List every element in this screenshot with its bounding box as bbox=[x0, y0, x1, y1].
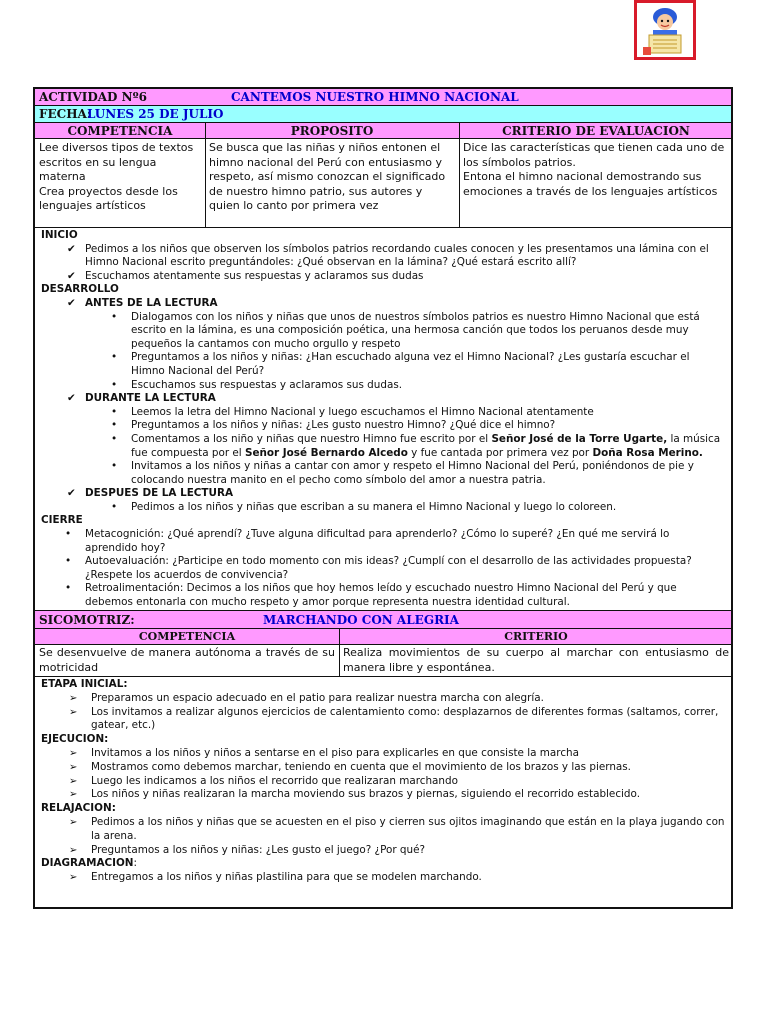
list-item: • Pedimos a los niños y niñas que escriban a su manera el Himno Nacional y luego lo coloreen. bbox=[111, 500, 617, 513]
antes-heading: ✔ ANTES DE LA LECTURA bbox=[67, 296, 218, 309]
activity-title-row bbox=[35, 89, 731, 106]
checkmark-icon: ✔ bbox=[67, 296, 76, 309]
sico-header-criterio: CRITERIO bbox=[504, 630, 568, 643]
despues-list bbox=[41, 501, 725, 515]
list-item: ➢ Mostramos como debemos marchar, teniendo en cuenta que el movimiento de los brazos y las piernas. bbox=[69, 760, 631, 773]
arrow-bullet-icon: ➢ bbox=[69, 789, 78, 801]
arrow-bullet-icon: ➢ bbox=[69, 872, 78, 884]
ejecucion-title: EJECUCION: bbox=[41, 733, 109, 746]
list-item: ➢ Entregamos a los niños y niñas plastilina para que se modelen marchando. bbox=[69, 871, 482, 884]
fecha-label: FECHA: bbox=[39, 107, 92, 121]
checkmark-icon: ✔ bbox=[67, 392, 76, 405]
list-item: ➢ Luego les indicamos a los niños el recorrido que realizaran marchando bbox=[69, 774, 458, 787]
bullet-icon: • bbox=[65, 582, 72, 595]
proposito-text: Se busca que las niñas y niños entonen el himno nacional del Perú con entusiasmo y respeto, así mismo conozcan el significado de nuestro himno patrio, sus autores y quien lo canto por primera vez bbox=[209, 141, 446, 212]
list-item: ➢ Los invitamos a realizar algunos ejercicios de calentamiento como: desplazarnos de diferentes formas (saltamos, correr, gatear, etc.) bbox=[69, 705, 719, 732]
bullet-icon: • bbox=[111, 419, 118, 432]
etapa-inicial-title: ETAPA INICIAL: bbox=[41, 678, 128, 690]
child-with-book-logo bbox=[634, 0, 696, 60]
sequence-section bbox=[35, 228, 731, 611]
bullet-icon: • bbox=[111, 432, 118, 445]
list-item: ➢ Preguntamos a los niños y niñas: ¿Les gusto el juego? ¿Por qué? bbox=[69, 843, 425, 856]
bullet-icon: • bbox=[65, 528, 72, 541]
competencia-text: Lee diversos tipos de textos escritos en su lengua materna Crea proyectos desde los lenguajes artísticos bbox=[39, 141, 194, 212]
psychomotor-section bbox=[35, 678, 731, 885]
list-item: ✔ Escuchamos atentamente sus respuestas y aclaramos sus dudas bbox=[67, 269, 424, 282]
relajacion-title: RELAJACION: bbox=[41, 802, 116, 815]
list-item: • Escuchamos sus respuestas y aclaramos sus dudas. bbox=[111, 378, 403, 391]
table1-content-row bbox=[35, 139, 731, 228]
durante-heading: ✔ DURANTE LA LECTURA bbox=[67, 392, 216, 405]
list-item: ✔ Pedimos a los niños que observen los símbolos patrios recordando cuales conocen y les presentamos una lámina con el Himno Nacional escrito preguntándoles: ¿Qué observan en la lámina? ¿Qué estará escrito allí? bbox=[67, 242, 709, 269]
list-item: ➢ Invitamos a los niños y niños a sentarse en el piso para explicarles en que consiste la marcha bbox=[69, 746, 580, 759]
sicomotriz-title: MARCHANDO CON ALEGRIA bbox=[263, 613, 459, 627]
desarrollo-title: DESARROLLO bbox=[41, 283, 119, 296]
activity-label: ACTIVIDAD Nº6 bbox=[39, 90, 147, 104]
inicio-list bbox=[41, 243, 725, 284]
ejecucion-list bbox=[41, 747, 725, 802]
criterio-text: Dice las características que tienen cada uno de los símbolos patrios. Entona el himno nacional demostrando sus emociones a través de los lenguajes artísticos bbox=[463, 141, 725, 198]
checkmark-icon: ✔ bbox=[67, 487, 76, 500]
antes-list bbox=[41, 311, 725, 393]
sicomotriz-row bbox=[35, 611, 731, 629]
despues-heading: ✔ DESPUES DE LA LECTURA bbox=[67, 487, 233, 500]
sico-header-competencia: COMPETENCIA bbox=[138, 630, 236, 643]
sico-competencia-text: Se desenvuelve de manera autónoma a través de su motricidad bbox=[39, 646, 335, 674]
table2-header-row bbox=[35, 629, 731, 645]
header-competencia: COMPETENCIA bbox=[67, 124, 173, 138]
diagramacion-title: DIAGRAMACION bbox=[41, 857, 134, 870]
cierre-title: CIERRE bbox=[41, 514, 83, 527]
list-item: ➢ Preparamos un espacio adecuado en el patio para realizar nuestra marcha con alegría. bbox=[69, 691, 544, 704]
activity-title: CANTEMOS NUESTRO HIMNO NACIONAL bbox=[231, 90, 519, 104]
list-item: • Dialogamos con los niños y niñas que unos de nuestros símbolos patrios es nuestro Himno Nacional que está escrito en la lámina, es una composición poética, una hermosa canción que todos los peruanos desde muy pequeños la cantamos con mucho orgullo y respeto bbox=[111, 310, 700, 350]
list-item: • Leemos la letra del Himno Nacional y luego escuchamos el Himno Nacional atentamente bbox=[111, 405, 594, 418]
arrow-bullet-icon: ➢ bbox=[69, 692, 78, 704]
bullet-icon: • bbox=[111, 310, 118, 323]
sicomotriz-label: SICOMOTRIZ: bbox=[39, 613, 135, 627]
header-criterio: CRITERIO DE EVALUACION bbox=[502, 124, 690, 138]
list-item: • Preguntamos a los niños y niñas: ¿Han escuchado alguna vez el Himno Nacional? ¿Les gustaría escuchar el Himno Nacional del Perú? bbox=[111, 351, 690, 377]
bullet-icon: • bbox=[111, 460, 118, 473]
etapa-inicial-list bbox=[41, 692, 725, 733]
list-item: • Invitamos a los niños y niñas a cantar con amor y respeto el Himno Nacional del Perú, poniéndonos de pie y colocando nuestra manito en el pecho como símbolo del amor a nuestra patria. bbox=[111, 460, 694, 486]
diagramacion-list bbox=[41, 871, 725, 885]
arrow-bullet-icon: ➢ bbox=[69, 706, 78, 718]
arrow-bullet-icon: ➢ bbox=[69, 747, 78, 759]
bullet-icon: • bbox=[111, 351, 118, 364]
arrow-bullet-icon: ➢ bbox=[69, 775, 78, 787]
sico-criterio-text: Realiza movimientos de su cuerpo al marchar con entusiasmo de manera libre y espontánea. bbox=[343, 646, 729, 674]
fecha-value: LUNES 25 DE JULIO bbox=[87, 107, 224, 121]
cierre-list bbox=[41, 528, 725, 610]
table1-header-row bbox=[35, 123, 731, 139]
checkmark-icon: ✔ bbox=[67, 269, 76, 282]
list-item: • Comentamos a los niño y niñas que nuestro Himno fue escrito por el Señor José de la Torre Ugarte, la música fue compuesta por el Señor José Bernardo Alcedo y fue cantada por primera vez por Doña Rosa Merino. bbox=[111, 432, 721, 459]
arrow-bullet-icon: ➢ bbox=[69, 844, 78, 856]
fecha-row bbox=[35, 106, 731, 123]
inicio-title: INICIO bbox=[41, 229, 78, 241]
list-item: ➢ Pedimos a los niños y niñas que se acuesten en el piso y cierren sus ojitos imaginando que están en la playa jugando con la arena. bbox=[69, 815, 725, 842]
diagramacion-heading: DIAGRAMACION: bbox=[41, 857, 138, 870]
child-illustration-icon bbox=[637, 3, 693, 57]
header-proposito: PROPOSITO bbox=[290, 124, 374, 138]
bullet-icon: • bbox=[111, 500, 118, 513]
bullet-icon: • bbox=[111, 378, 118, 391]
arrow-bullet-icon: ➢ bbox=[69, 816, 78, 828]
list-item: • Retroalimentación: Decimos a los niños que hoy hemos leído y escuchado nuestro Himno Nacional del Perú y que debemos entonarla con mucho respeto y amor porque representa nuestra identidad cultural. bbox=[65, 582, 677, 609]
checkmark-icon: ✔ bbox=[67, 242, 76, 255]
bullet-icon: • bbox=[65, 555, 72, 568]
table2-content-row bbox=[35, 645, 731, 677]
list-item: ➢ Los niños y niñas realizaran la marcha moviendo sus brazos y piernas, siguiendo el recorrido establecido. bbox=[69, 788, 640, 801]
arrow-bullet-icon: ➢ bbox=[69, 761, 78, 773]
relajacion-list bbox=[41, 816, 725, 857]
bullet-icon: • bbox=[111, 405, 118, 418]
list-item: • Preguntamos a los niños y niñas: ¿Les gusto nuestro Himno? ¿Qué dice el himno? bbox=[111, 419, 556, 432]
list-item: • Autoevaluación: ¿Participe en todo momento con mis ideas? ¿Cumplí con el desarrollo de las actividades propuesta? ¿Respete los acuerdos de convivencia? bbox=[65, 555, 692, 581]
list-item: • Metacognición: ¿Qué aprendí? ¿Tuve alguna dificultad para aprenderlo? ¿Cómo lo superé? ¿En qué me servirá lo aprendido hoy? bbox=[65, 528, 670, 554]
lesson-plan-frame bbox=[33, 87, 733, 909]
durante-list bbox=[41, 406, 725, 488]
